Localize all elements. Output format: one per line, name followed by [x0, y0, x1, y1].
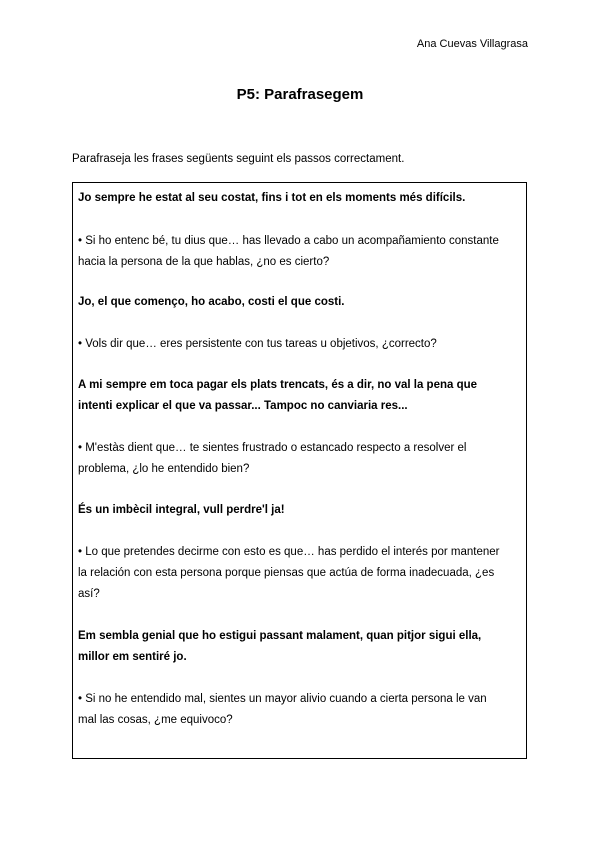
phrase-2-line-1: Jo, el que començo, ho acabo, costi el que costi.	[78, 296, 345, 308]
page-title: P5: Parafrasegem	[236, 86, 364, 103]
paraphrase-4-line-1: • Lo que pretendes decirme con esto es que… has perdido el interés por mantener	[78, 546, 500, 558]
phrase-3-line-1: A mi sempre em toca pagar els plats trencats, és a dir, no val la pena que	[78, 379, 478, 391]
phrase-4-line-1: És un imbècil integral, vull perdre'l ja!	[78, 504, 285, 516]
exercise-box	[72, 182, 527, 759]
phrase-5-line-1: Em sembla genial que ho estigui passant malament, quan pitjor sigui ella,	[78, 630, 482, 642]
paraphrase-2-line-1: • Vols dir que… eres persistente con tus tareas u objetivos, ¿correcto?	[78, 338, 437, 350]
paraphrase-4-line-3: así?	[78, 588, 100, 600]
paraphrase-1-line-2: hacia la persona de la que hablas, ¿no es cierto?	[78, 256, 330, 268]
paraphrase-5-line-1: • Si no he entendido mal, sientes un mayor alivio cuando a cierta persona le van	[78, 693, 487, 705]
paraphrase-4-line-2: la relación con esta persona porque piensas que actúa de forma inadecuada, ¿es	[78, 567, 495, 579]
phrase-1-line-1: Jo sempre he estat al seu costat, fins i tot en els moments més difícils.	[78, 192, 466, 204]
paraphrase-5-line-2: mal las cosas, ¿me equivoco?	[78, 714, 233, 726]
phrase-5-line-2: millor em sentiré jo.	[78, 651, 187, 663]
author-name: Ana Cuevas Villagrasa	[416, 38, 528, 50]
paraphrase-3-line-1: • M'estàs dient que… te sientes frustrado o estancado respecto a resolver el	[78, 442, 467, 454]
instruction-text: Parafraseja les frases següents seguint els passos correctament.	[72, 153, 405, 165]
paraphrase-1-line-1: • Si ho entenc bé, tu dius que… has llevado a cabo un acompañamiento constante	[78, 235, 499, 247]
phrase-3-line-2: intenti explicar el que va passar... Tampoc no canviaria res...	[78, 400, 408, 412]
paraphrase-3-line-2: problema, ¿lo he entendido bien?	[78, 463, 250, 475]
